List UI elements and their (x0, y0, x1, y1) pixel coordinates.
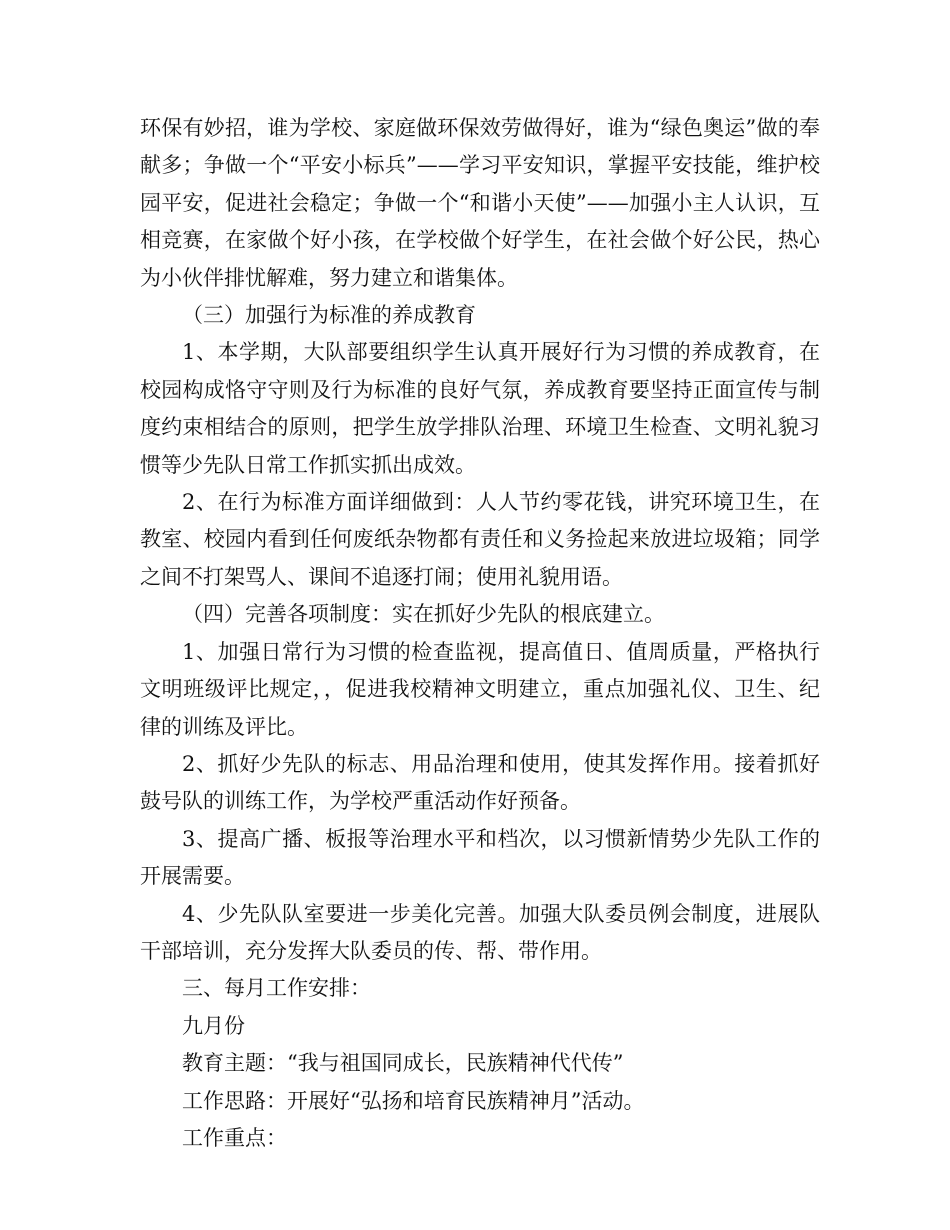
paragraph-systems-item-1: 1、加强日常行为习惯的检查监视，提高值日、值周质量，严格执行文明班级评比规定，，促进我校精神文明建立，重点加强礼仪、卫生、纪律的训练及评比。 (140, 639, 820, 739)
work-focus-line: 工作重点： (182, 1125, 287, 1150)
month-label-september: 九月份 (182, 1013, 245, 1038)
document-body (140, 110, 820, 1157)
education-theme-line: 教育主题：“我与祖国同成长，民族精神代代传” (182, 1051, 624, 1076)
work-approach-line: 工作思路：开展好“弘扬和培育民族精神月”活动。 (182, 1088, 645, 1113)
paragraph-behavior-item-2: 2、在行为标准方面详细做到：人人节约零花钱，讲究环境卫生，在教室、校园内看到任何废纸杂物都有责任和义务捡起来放进垃圾箱；同学之间不打架骂人、课间不追逐打闹；使用礼貌用语。 (140, 490, 820, 589)
heading-monthly-schedule: 三、每月工作安排： (182, 976, 371, 1001)
paragraph-systems-item-3: 3、提高广播、板报等治理水平和档次，以习惯新情势少先队工作的开展需要。 (140, 826, 820, 889)
paragraph-systems-item-4: 4、少先队队室要进一步美化完善。加强大队委员例会制度，进展队干部培训，充分发挥大队委员的传、帮、带作用。 (140, 901, 820, 963)
paragraph-environment-activities: 环保有妙招，谁为学校、家庭做环保效劳做得好，谁为“绿色奥运”做的奉献多；争做一个“平安小标兵”——学习平安知识，掌握平安技能，维护校园平安，促进社会稳定；争做一个“和谐小天使”——加强小主人认识，互相竞赛，在家做个好小孩，在学校做个好学生，在社会做个好公民，热心为小伙伴排忧解难，努力建立和谐集体。 (140, 116, 820, 290)
paragraph-behavior-item-1: 1、本学期，大队部要组织学生认真开展好行为习惯的养成教育，在校园构成恪守守则及行为标准的良好气氛，养成教育要坚持正面宣传与制度约束相结合的原则，把学生放学排队治理、环境卫生检查、文明礼貌习惯等少先队日常工作抓实抓出成效。 (140, 340, 820, 477)
paragraph-systems-item-2: 2、抓好少先队的标志、用品治理和使用，使其发挥作用。接着抓好鼓号队的训练工作，为学校严重活动作好预备。 (140, 751, 820, 814)
heading-behavior-education: （三）加强行为标准的养成教育 (182, 303, 476, 328)
heading-improve-systems: （四）完善各项制度：实在抓好少先队的根底建立。 (182, 602, 665, 627)
